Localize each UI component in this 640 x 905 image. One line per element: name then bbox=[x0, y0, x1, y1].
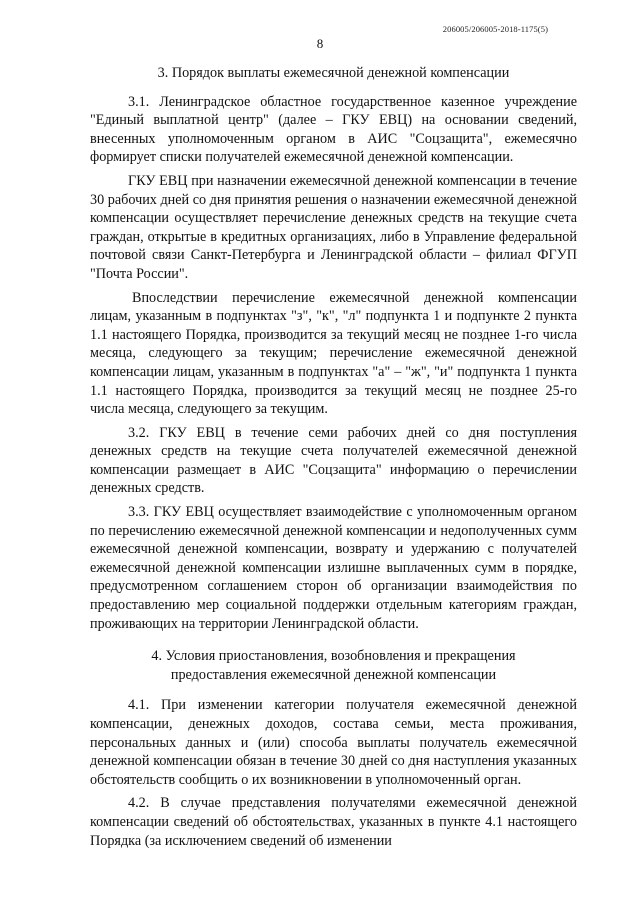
section-4-title-line-1: 4. Условия приостановления, возобновления и прекращения bbox=[151, 648, 516, 665]
document-id: 206005/206005-2018-1175(5) bbox=[442, 24, 548, 34]
document-body bbox=[90, 64, 577, 855]
paragraph-subsequent-transfer: Впоследствии перечисление ежемесячной денежной компенсации лицам, указанным в подпунктах "з", "к", "л" подпункта 1 и подпункте 2 пункта 1.1 настоящего Порядка, производится за текущий месяц не позднее 1-го числа месяца, следующего за текущим; перечисление ежемесячной денежной компенсации лицам, указанным в подпунктах "а" – "ж", "и" подпункта 1 пункта 1.1 настоящего Порядка, производится за текущий месяц не позднее 25-го числа месяца, следующего за текущим. bbox=[90, 289, 577, 418]
section-4-title-line-2: предоставления ежемесячной денежной компенсации bbox=[170, 666, 497, 683]
section-4-title bbox=[90, 647, 577, 684]
paragraph-4-1: 4.1. При изменении категории получателя ежемесячной денежной компенсации, денежных доходов, состава семьи, места проживания, персональных данных и (или) способа выплаты получатель ежемесячной денежной компенсации обязан в течение 30 дней со дня наступления указанных обстоятельств сообщить о их возникновении в уполномоченный орган. bbox=[90, 697, 577, 788]
page-number: 8 bbox=[316, 36, 324, 51]
section-3-title: 3. Порядок выплаты ежемесячной денежной компенсации bbox=[157, 65, 510, 81]
paragraph-3-2: 3.2. ГКУ ЕВЦ в течение семи рабочих дней со дня поступления денежных средств на текущие счета получателей ежемесячной денежной компенсации размещает в АИС "Соцзащита" информацию о перечислении денежных средств. bbox=[90, 424, 577, 497]
paragraph-4-2: 4.2. В случае представления получателями ежемесячной денежной компенсации сведений об обстоятельствах, указанных в пункте 4.1 настоящего Порядка (за исключением сведений об изменении bbox=[90, 795, 577, 849]
paragraph-3-1: 3.1. Ленинградское областное государственное казенное учреждение "Единый выплатной центр" (далее – ГКУ ЕВЦ) на основании сведений, внесенных уполномоченным органом в АИС "Соцзащита", ежемесячно формирует списки получателей ежемесячной денежной компенсации. bbox=[90, 93, 577, 166]
paragraph-gku-evc: ГКУ ЕВЦ при назначении ежемесячной денежной компенсации в течение 30 рабочих дней со дня принятия решения о назначении ежемесячной денежной компенсации осуществляет перечисление денежных средств на текущие счета граждан, открытые в кредитных организациях, либо в Управление федеральной почтовой связи Санкт-Петербурга и Ленинградской области – филиал ФГУП "Почта России". bbox=[90, 172, 577, 282]
paragraph-3-3: 3.3. ГКУ ЕВЦ осуществляет взаимодействие с уполномоченным органом по перечислению ежемесячной денежной компенсации и недополученных сумм ежемесячной денежной компенсации, возврату и удержанию с получателей ежемесячной денежной компенсации излишне выплаченных сумм в порядке, предусмотренном соглашением сторон об организации взаимодействия по предоставлению мер социальной поддержки отдельным категориям граждан, проживающих на территории Ленинградской области. bbox=[90, 504, 577, 632]
